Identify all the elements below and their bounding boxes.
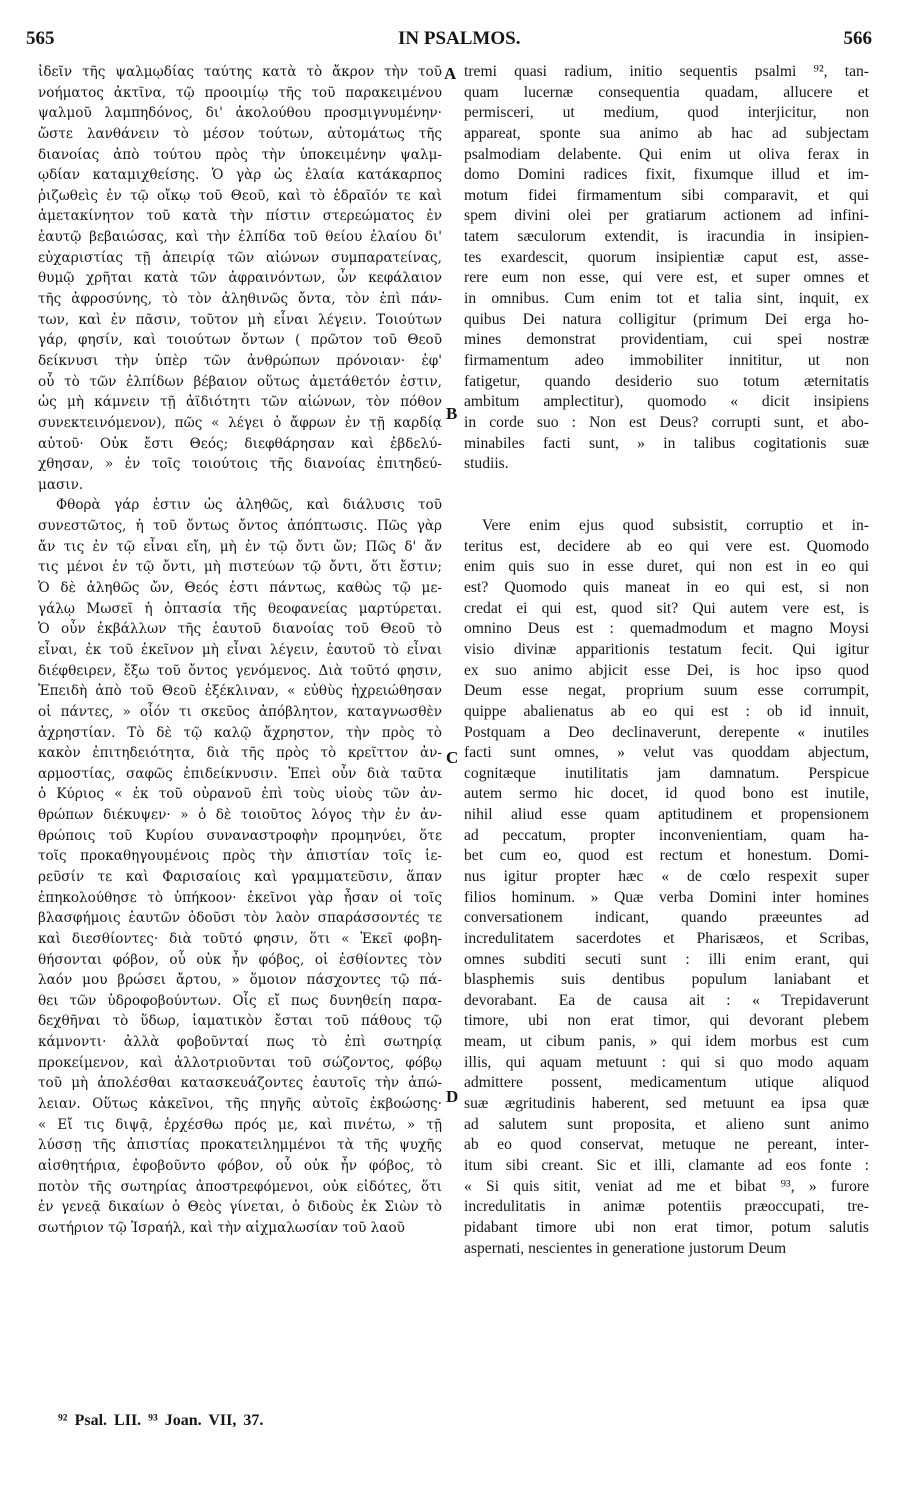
text-line: διέφθειρεν, ἔξω τοῦ ὄντος γενόμενος. Διὰ τοῦτό φησιν, <box>38 662 442 679</box>
text-line: κακὸν ἐπιτηδειότητα, διὰ τῆς πρὸς τὸ κρεῖττον ἀν- <box>38 745 442 762</box>
text-line: tremi quasi radium, initio sequentis psalmi ⁹², tan- <box>464 63 869 80</box>
text-line: ab eo quod conservat, metuque ne pereant, inter- <box>464 1136 869 1154</box>
text-line: εὐχαριστίας τῇ ἀπειρίᾳ τῶν αἰώνων συμπαρατείνας, <box>38 249 442 266</box>
text-line: meam, ut cibum panis, » qui idem morbus est cum <box>464 1033 869 1051</box>
text-line: ῳδίαν καταμιχθείσης. Ὁ γὰρ ὡς ἐλαία κατάκαρπος <box>38 167 442 184</box>
text-line: admittere possent, medicamentum utique aliquod <box>464 1074 869 1092</box>
text-line: « Εἴ τις διψᾷ, ἐρχέσθω πρός με, καὶ πινέτω, » τῇ <box>38 1116 442 1133</box>
text-line: ὥστε λανθάνειν τὸ μέσον τούτων, αὐτομάτως τῆς <box>38 125 442 142</box>
latin-column <box>464 62 869 1259</box>
text-line: « Si quis sitit, veniat ad me et bibat ⁹³, » furore <box>464 1177 869 1195</box>
text-line: Ὁ δὲ ἀληθῶς ὤν, Θεός ἐστι πάντως, καθὼς τῷ με- <box>38 580 442 597</box>
greek-paragraph-2 <box>38 495 442 1238</box>
text-line: timore, ubi non erat timor, qui devorant plebem <box>464 1012 869 1030</box>
text-line: itum sibi creant. Sic et illi, clamante ad eos fonte : <box>464 1156 869 1174</box>
text-line: τοῖς προκαθηγουμένοις πρὸς τὴν ἀπιστίαν τοῖς ἱε- <box>38 848 442 865</box>
greek-paragraph-1 <box>38 62 442 495</box>
text-line: ἰδεῖν τῆς ψαλμῳδίας ταύτης κατὰ τὸ ἄκρον τὴν τοῦ <box>38 64 442 80</box>
text-line: pidabant timore ubi non erat timor, potum salutis <box>464 1218 869 1236</box>
text-line: minabiles facti sunt, » in talibus cogitationis suæ <box>464 434 869 452</box>
margin-marker-c: C <box>446 748 459 767</box>
text-line: κάμνοντι· ἀλλὰ φοβοῦνταί πως τὸ ἐπὶ σωτηρίᾳ <box>38 1034 442 1051</box>
text-line: Ὁ οὖν ἐκβάλλων τῆς ἑαυτοῦ διανοίας τοῦ Θεοῦ τὸ <box>38 621 442 638</box>
text-line: Φθορὰ γάρ ἐστιν ὡς ἀληθῶς, καὶ διάλυσις τοῦ <box>56 497 442 514</box>
text-line: σωτήριον τῷ Ἰσραήλ, καὶ τὴν αἰχμαλωσίαν τοῦ λαοῦ <box>38 1219 405 1236</box>
text-line: omnino Deus est : quemadmodum et magno Moysi <box>464 620 869 638</box>
text-line: firmamentum adeo immobiliter innititur, ut non <box>464 351 869 369</box>
text-line: των, καὶ ἐν πᾶσιν, τοῦτον μὴ εἶναι λέγειν. Τοιούτων <box>38 311 442 328</box>
text-line: ῥιζωθεὶς ἐν τῷ οἴκῳ τοῦ Θεοῦ, καὶ τὸ ἑδραῖόν τε καὶ <box>38 187 442 204</box>
text-line: θήσονται φόβον, οὗ οὐκ ἦν φόβος, οἱ ἐσθίοντες τὸν <box>38 951 442 968</box>
text-line: mines demonstrat providentiam, cui spei nostræ <box>464 331 869 349</box>
text-line: μασιν. <box>38 476 84 493</box>
text-line: διανοίας ἀπὸ τούτου πρὸς τὴν ὑποκειμένην ψαλμ- <box>38 146 442 163</box>
text-line: ἐπηκολούθησε τὸ ὑπήκοον· ἐκεῖνοι γὰρ ἦσαν οἱ τοῖς <box>38 889 442 906</box>
text-line: εἶναι, ἐκ τοῦ ἐκεῖνον μὴ εἶναι λέγειν, ἑαυτοῦ τὸ εἶναι <box>38 641 442 658</box>
text-line: γάρ, φησίν, καὶ τοιούτων ὄντων ( πρῶτον τοῦ Θεοῦ <box>38 332 442 349</box>
page-number-right: 566 <box>843 28 872 49</box>
text-line: omnes subditi secuti sunt : illi enim erant, qui <box>464 950 869 968</box>
latin-paragraph-1 <box>464 62 869 475</box>
paragraph-gap <box>464 475 869 516</box>
text-line: οἱ πάντες, » οἷόν τι σκεῦος ἀπόβλητον, καταγνωσθὲν <box>38 703 442 720</box>
text-line: ἐν γενεᾷ δικαίων ὁ Θεὸς γίνεται, ὁ διδοὺς ἐκ Σιὼν τὸ <box>38 1199 442 1216</box>
text-line: quippe abalienatus ab eo qui est : ob id innuit, <box>464 702 869 720</box>
text-line: τῆς ἀφροσύνης, τὸ τὸν ἀληθινῶς ὄντα, τὸν ἐπὶ πάν- <box>38 291 442 308</box>
text-line: devorabant. Ea de causa ait : « Trepidaverunt <box>464 991 869 1009</box>
margin-marker-b: B <box>446 404 458 423</box>
text-line: psalmodiam delabente. Qui enim ut oliva ferax in <box>464 145 869 163</box>
text-line: θρώποις τοῦ Κυρίου συναναστροφὴν προμηνύει, ὅτε <box>38 827 442 844</box>
text-line: nihil aliud esse quam aptitudinem et propensionem <box>464 806 869 824</box>
text-line: cognitæque inutilitatis jam damnatum. Perspicue <box>464 764 869 782</box>
text-line: Postquam a Deo declinaverunt, derepente « inutiles <box>464 723 869 741</box>
text-line: studiis. <box>464 455 509 473</box>
text-line: ὡς μὴ κάμνειν τῇ ἀϊδιότητι τῶν αἰώνων, τὸν πόθον <box>38 394 442 411</box>
margin-marker-a: A <box>444 64 457 83</box>
text-line: ex suo animo abjicit esse Dei, is hoc ipso quod <box>464 661 869 679</box>
text-line: δεχθῆναι τὸ ὕδωρ, ἰαματικὸν ἔσται τοῦ πάθους τῷ <box>38 1013 442 1030</box>
text-line: tes exardescit, quorum insipientiæ caput est, asse- <box>464 248 869 266</box>
text-line: conversationem indicant, quando præeuntes ad <box>464 909 869 927</box>
text-line: οὗ τὸ τῶν ἐλπίδων βέβαιον οὕτως ἀμετάθετόν ἐστιν, <box>38 373 442 390</box>
greek-column <box>38 62 442 1239</box>
text-line: autem sermo hic docet, id quod bono est inutile, <box>464 785 869 803</box>
text-line: αἰσθητήρια, ἐφοβοῦντο φόβον, οὗ οὐκ ἦν φόβος, τὸ <box>38 1157 442 1174</box>
text-line: tatem sæculorum extendit, is iracundia in insipien- <box>464 228 869 246</box>
text-line: λύσσῃ τῆς ἀπιστίας προκατειλημμένοι τὰ τῆς ψυχῆς <box>38 1137 442 1154</box>
text-line: blasphemis suis dentibus populum laniabant et <box>464 971 869 989</box>
text-line: est? Quomodo quis maneat in eo qui est, si non <box>464 579 869 597</box>
text-line: τις μένοι ἐν τῷ ὄντι, μὴ πιστεύων τῷ ὄντι, ὅτι ἔστιν; <box>38 559 442 576</box>
text-line: αὐτοῦ· Οὐκ ἔστι Θεός; διεφθάρησαν καὶ ἐβδελύ- <box>38 435 442 452</box>
text-line: incredulitatis in animæ potentiis præoccupati, tre- <box>464 1198 869 1216</box>
text-line: illis, qui aquam metuunt : qui si quo modo aquam <box>464 1053 869 1071</box>
text-line: rere eum non esse, qui vere est, et super omnes et <box>464 269 869 287</box>
text-line: δείκνυσι τὴν ὑπὲρ τῶν ἀνθρώπων πρόνοιαν· ἐφ' <box>38 352 442 369</box>
text-line: ἀμετακίνητον τοῦ κατὰ τὴν πίστιν στερεώματος ἐν <box>38 208 442 225</box>
text-line: in omnibus. Cum enim tot et talia sint, inquit, ex <box>464 290 869 308</box>
text-line: quam lucernæ consequentia quadam, allucere et <box>464 83 869 101</box>
text-line: θει τῶν ὑδροφοβούντων. Οἷς εἴ πως δυνηθείη παρα- <box>38 992 442 1009</box>
running-title: IN PSALMOS. <box>398 28 521 49</box>
text-line: fatigetur, quando desiderio suo totum æternitatis <box>464 372 869 390</box>
text-line: motum fidei firmamentum sibi comparavit, et qui <box>464 186 869 204</box>
text-line: γάλῳ Μωσεῖ ἡ ὀπτασία τῆς θεοφανείας μαρτύρεται. <box>38 600 442 617</box>
text-line: Vere enim ejus quod subsistit, corruptio et in- <box>482 517 869 535</box>
text-line: suæ ægritudinis haberent, sed metuunt ea ipsa quæ <box>464 1095 869 1113</box>
text-line: συνεστῶτος, ἡ τοῦ ὄντως ὄντος ἀπόπτωσις. Πῶς γὰρ <box>38 518 442 535</box>
text-line: αρμοστίας, σαφῶς ἐπιδείκνυσιν. Ἐπεὶ οὖν διὰ ταῦτα <box>38 765 442 782</box>
text-line: Deum esse negat, proprium suum esse corrumpit, <box>464 682 869 700</box>
running-header <box>26 20 872 56</box>
text-line: quibus Dei natura colligitur (primum Dei erga ho- <box>464 310 869 328</box>
text-line: incredulitatem sacerdotes et Pharisæos, et Scribas, <box>464 929 869 947</box>
text-line: θυμῷ χρῆται κατὰ τῶν ἀφραινόντων, ὧν κεφάλαιον <box>38 270 442 287</box>
text-line: τοῦ μὴ ἀπολέσθαι κατασκευάζοντες ἑαυτοῖς τὴν ἀπώ- <box>38 1075 442 1092</box>
text-line: permisceri, ut medium, quod interjicitur, non <box>464 104 869 122</box>
text-line: credat ei qui est, quod sit? Qui autem vere est, is <box>464 599 869 617</box>
text-line: visio divinæ apparitionis testatum fecit. Qui igitur <box>464 640 869 658</box>
page-number-left: 565 <box>26 28 55 49</box>
text-line: καὶ διεσθίοντες· διὰ τοῦτό φησιν, ὅτι « Ἐκεῖ φοβη- <box>38 930 442 947</box>
text-line: facti sunt omnes, » velut vas quoddam abjectum, <box>464 744 869 762</box>
text-line: συνεκτεινόμενον), πῶς « λέγει ὁ ἄφρων ἐν τῇ καρδίᾳ <box>38 414 442 431</box>
text-line: ad salutem sunt proposita, et alieno sunt animo <box>464 1115 869 1133</box>
text-line: teritus est, decidere ab eo qui vere est. Quomodo <box>464 537 869 555</box>
text-line: ὁ Κύριος « ἐκ τοῦ οὐρανοῦ ἐπὶ τοὺς υἱοὺς τῶν ἀν- <box>38 786 442 803</box>
text-line: aspernati, nescientes in generatione justorum Deum <box>464 1239 787 1257</box>
text-line: βλασφήμοις ἑαυτῶν ὀδοῦσι τὸν λαὸν σπαράσσοντές τε <box>38 910 442 927</box>
latin-paragraph-2 <box>464 516 869 1259</box>
text-line: λαόν μου βρώσει ἄρτου, » ὅμοιον πάσχοντες τῷ πά- <box>38 972 442 989</box>
text-line: Ἐπειδὴ ἀπὸ τοῦ Θεοῦ ἐξέκλιναν, « εὐθὺς ἠχρειώθησαν <box>38 683 442 700</box>
text-line: ἑαυτῷ βεβαιώσας, καὶ τὴν ἐλπίδα τοῦ θείου ἐλαίου δι' <box>38 229 442 246</box>
text-line: προκείμενον, καὶ ἀλλοτριοῦνται τοῦ σώζοντος, φόβῳ <box>38 1054 442 1071</box>
text-line: spem divini olei per gratiarum actionem ad infini- <box>464 207 869 225</box>
text-line: ad peccatum, propter inconvenientiam, quam ha- <box>464 826 869 844</box>
text-line: χθησαν, » ἐν τοῖς τοιούτοις τῆς διανοίας ἐπιτηδεύ- <box>38 456 442 473</box>
text-line: in corde suo : Non est Deus? corrupti sunt, et abo- <box>464 413 869 431</box>
text-line: ἄν τις ἐν τῷ εἶναι εἴη, μὴ ἐν τῷ ὄντι ὤν; Πῶς δ' ἄν <box>38 538 442 555</box>
text-line: appareat, sponte sua animo ab hac ad subjectam <box>464 124 869 142</box>
text-line: λειαν. Οὕτως κἀκεῖνοι, τῆς πηγῆς αὐτοῖς ἐκβοώσης· <box>38 1096 442 1113</box>
footnotes: ⁹² Psal. LII. ⁹³ Joan. VII, 37. <box>58 1412 264 1429</box>
text-line: ambitum amplectitur), quomodo « dicit insipiens <box>464 393 869 411</box>
text-line: domo Domini radices fixit, fixumque illud et im- <box>464 166 869 184</box>
text-line: enim quis suo in esse duret, qui non est in eo qui <box>464 558 869 576</box>
text-line: ἀχρηστίαν. Τὸ δὲ τῷ καλῷ ἄχρηστον, τὴν πρὸς τὸ <box>38 724 442 741</box>
text-line: nus igitur propter hæc « de cœlo respexit super <box>464 868 869 885</box>
text-line: ψαλμοῦ λαμπηδόνος, δι' ἀκολούθου προσμιγνυμένην· <box>38 105 442 122</box>
text-line: ποτὸν τῆς σωτηρίας ἀποστρεφόμενοι, οὐκ εἰδότες, ὅτι <box>38 1178 442 1195</box>
text-line: filios hominum. » Quæ verba Domini inter homines <box>464 888 869 906</box>
text-line: ρεῦσίν τε καὶ Φαρισαίοις καὶ γραμματεῦσιν, ἅπαν <box>38 868 442 885</box>
margin-marker-d: D <box>446 1087 459 1106</box>
text-line: νοήματος ἀκτῖνα, τῷ προοιμίῳ τῆς τοῦ παρακειμένου <box>38 84 442 101</box>
text-line: bet cum eo, quod est rectum et honestum. Domi- <box>464 847 869 865</box>
text-line: θρώπων διέκυψεν· » ὁ δὲ τοιοῦτος λόγος τὴν ἐν ἀν- <box>38 807 442 824</box>
